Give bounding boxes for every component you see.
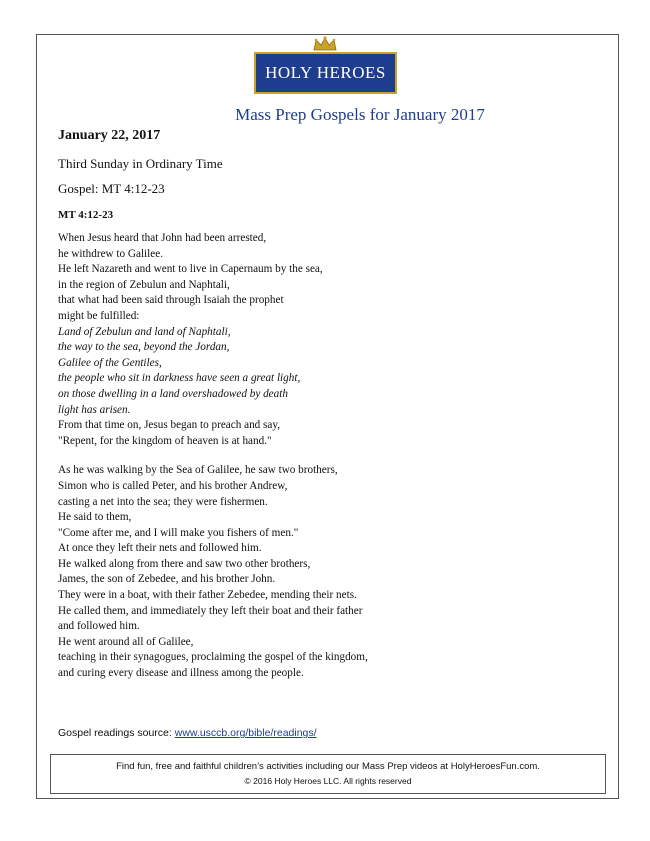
logo-banner: [254, 52, 397, 94]
gospel-reference: Gospel: MT 4:12-23: [58, 181, 165, 196]
passage-heading: MT 4:12-23: [58, 209, 114, 221]
passage-line: Galilee of the Gentiles,: [58, 356, 162, 369]
readings-source: [58, 727, 317, 739]
passage-line: "Repent, for the kingdom of heaven is at hand.": [58, 434, 272, 447]
passage-line: on those dwelling in a land overshadowed by death: [58, 387, 288, 400]
passage-line: teaching in their synagogues, proclaiming the gospel of the kingdom,: [58, 651, 368, 664]
passage-line: he withdrew to Galilee.: [58, 247, 164, 260]
passage-line: When Jesus heard that John had been arrested,: [58, 232, 267, 244]
passage-line: He walked along from there and saw two other brothers,: [58, 557, 311, 570]
passage-line: "Come after me, and I will make you fishers of men.": [58, 526, 299, 539]
source-label: Gospel readings source:: [58, 727, 175, 739]
logo-text: HOLY HEROES: [265, 63, 386, 82]
passage-line: He called them, and immediately they left their boat and their father: [58, 604, 363, 617]
passage-line: He went around all of Galilee,: [58, 635, 194, 648]
passage-line: in the region of Zebulun and Naphtali,: [58, 278, 230, 291]
passage-line: that what had been said through Isaiah the prophet: [58, 294, 284, 307]
footer-promo-text: Find fun, free and faithful children’s activities including our Mass Prep videos at HolyHeroesFun.com.: [116, 761, 540, 772]
passage-line: might be fulfilled:: [58, 309, 140, 322]
reading-date: January 22, 2017: [58, 128, 161, 143]
passage-line: They were in a boat, with their father Zebedee, mending their nets.: [58, 589, 357, 602]
passage-line: and followed him.: [58, 620, 140, 633]
passage-line: James, the son of Zebedee, and his brother John.: [58, 573, 276, 586]
passage-line: and curing every disease and illness among the people.: [58, 667, 304, 680]
source-link[interactable]: www.usccb.org/bible/readings/: [174, 727, 317, 739]
passage-stanza-2: [58, 463, 478, 681]
passage-line: Simon who is called Peter, and his brother Andrew,: [58, 479, 288, 492]
passage-line: the people who sit in darkness have seen a great light,: [58, 372, 301, 385]
passage-line: At once they left their nets and followed him.: [58, 542, 262, 555]
passage-line: He left Nazareth and went to live in Capernaum by the sea,: [58, 263, 323, 276]
passage-line: light has arisen.: [58, 403, 131, 416]
passage-line: the way to the sea, beyond the Jordan,: [58, 341, 230, 354]
footer: [50, 754, 606, 794]
crown-icon: [312, 36, 338, 52]
gospel-passage: [58, 231, 478, 696]
passage-line: He said to them,: [58, 511, 132, 524]
page-title: Mass Prep Gospels for January 2017: [235, 105, 485, 124]
passage-line: As he was walking by the Sea of Galilee, he saw two brothers,: [58, 464, 338, 477]
footer-copyright: © 2016 Holy Heroes LLC. All rights reserved: [244, 776, 412, 786]
passage-line: casting a net into the sea; they were fishermen.: [58, 495, 268, 508]
holy-heroes-logo: [254, 52, 397, 94]
passage-line: From that time on, Jesus began to preach and say,: [58, 419, 281, 432]
liturgical-occasion: Third Sunday in Ordinary Time: [58, 156, 223, 171]
passage-line: Land of Zebulun and land of Naphtali,: [58, 325, 231, 338]
passage-stanza-1: [58, 231, 478, 449]
